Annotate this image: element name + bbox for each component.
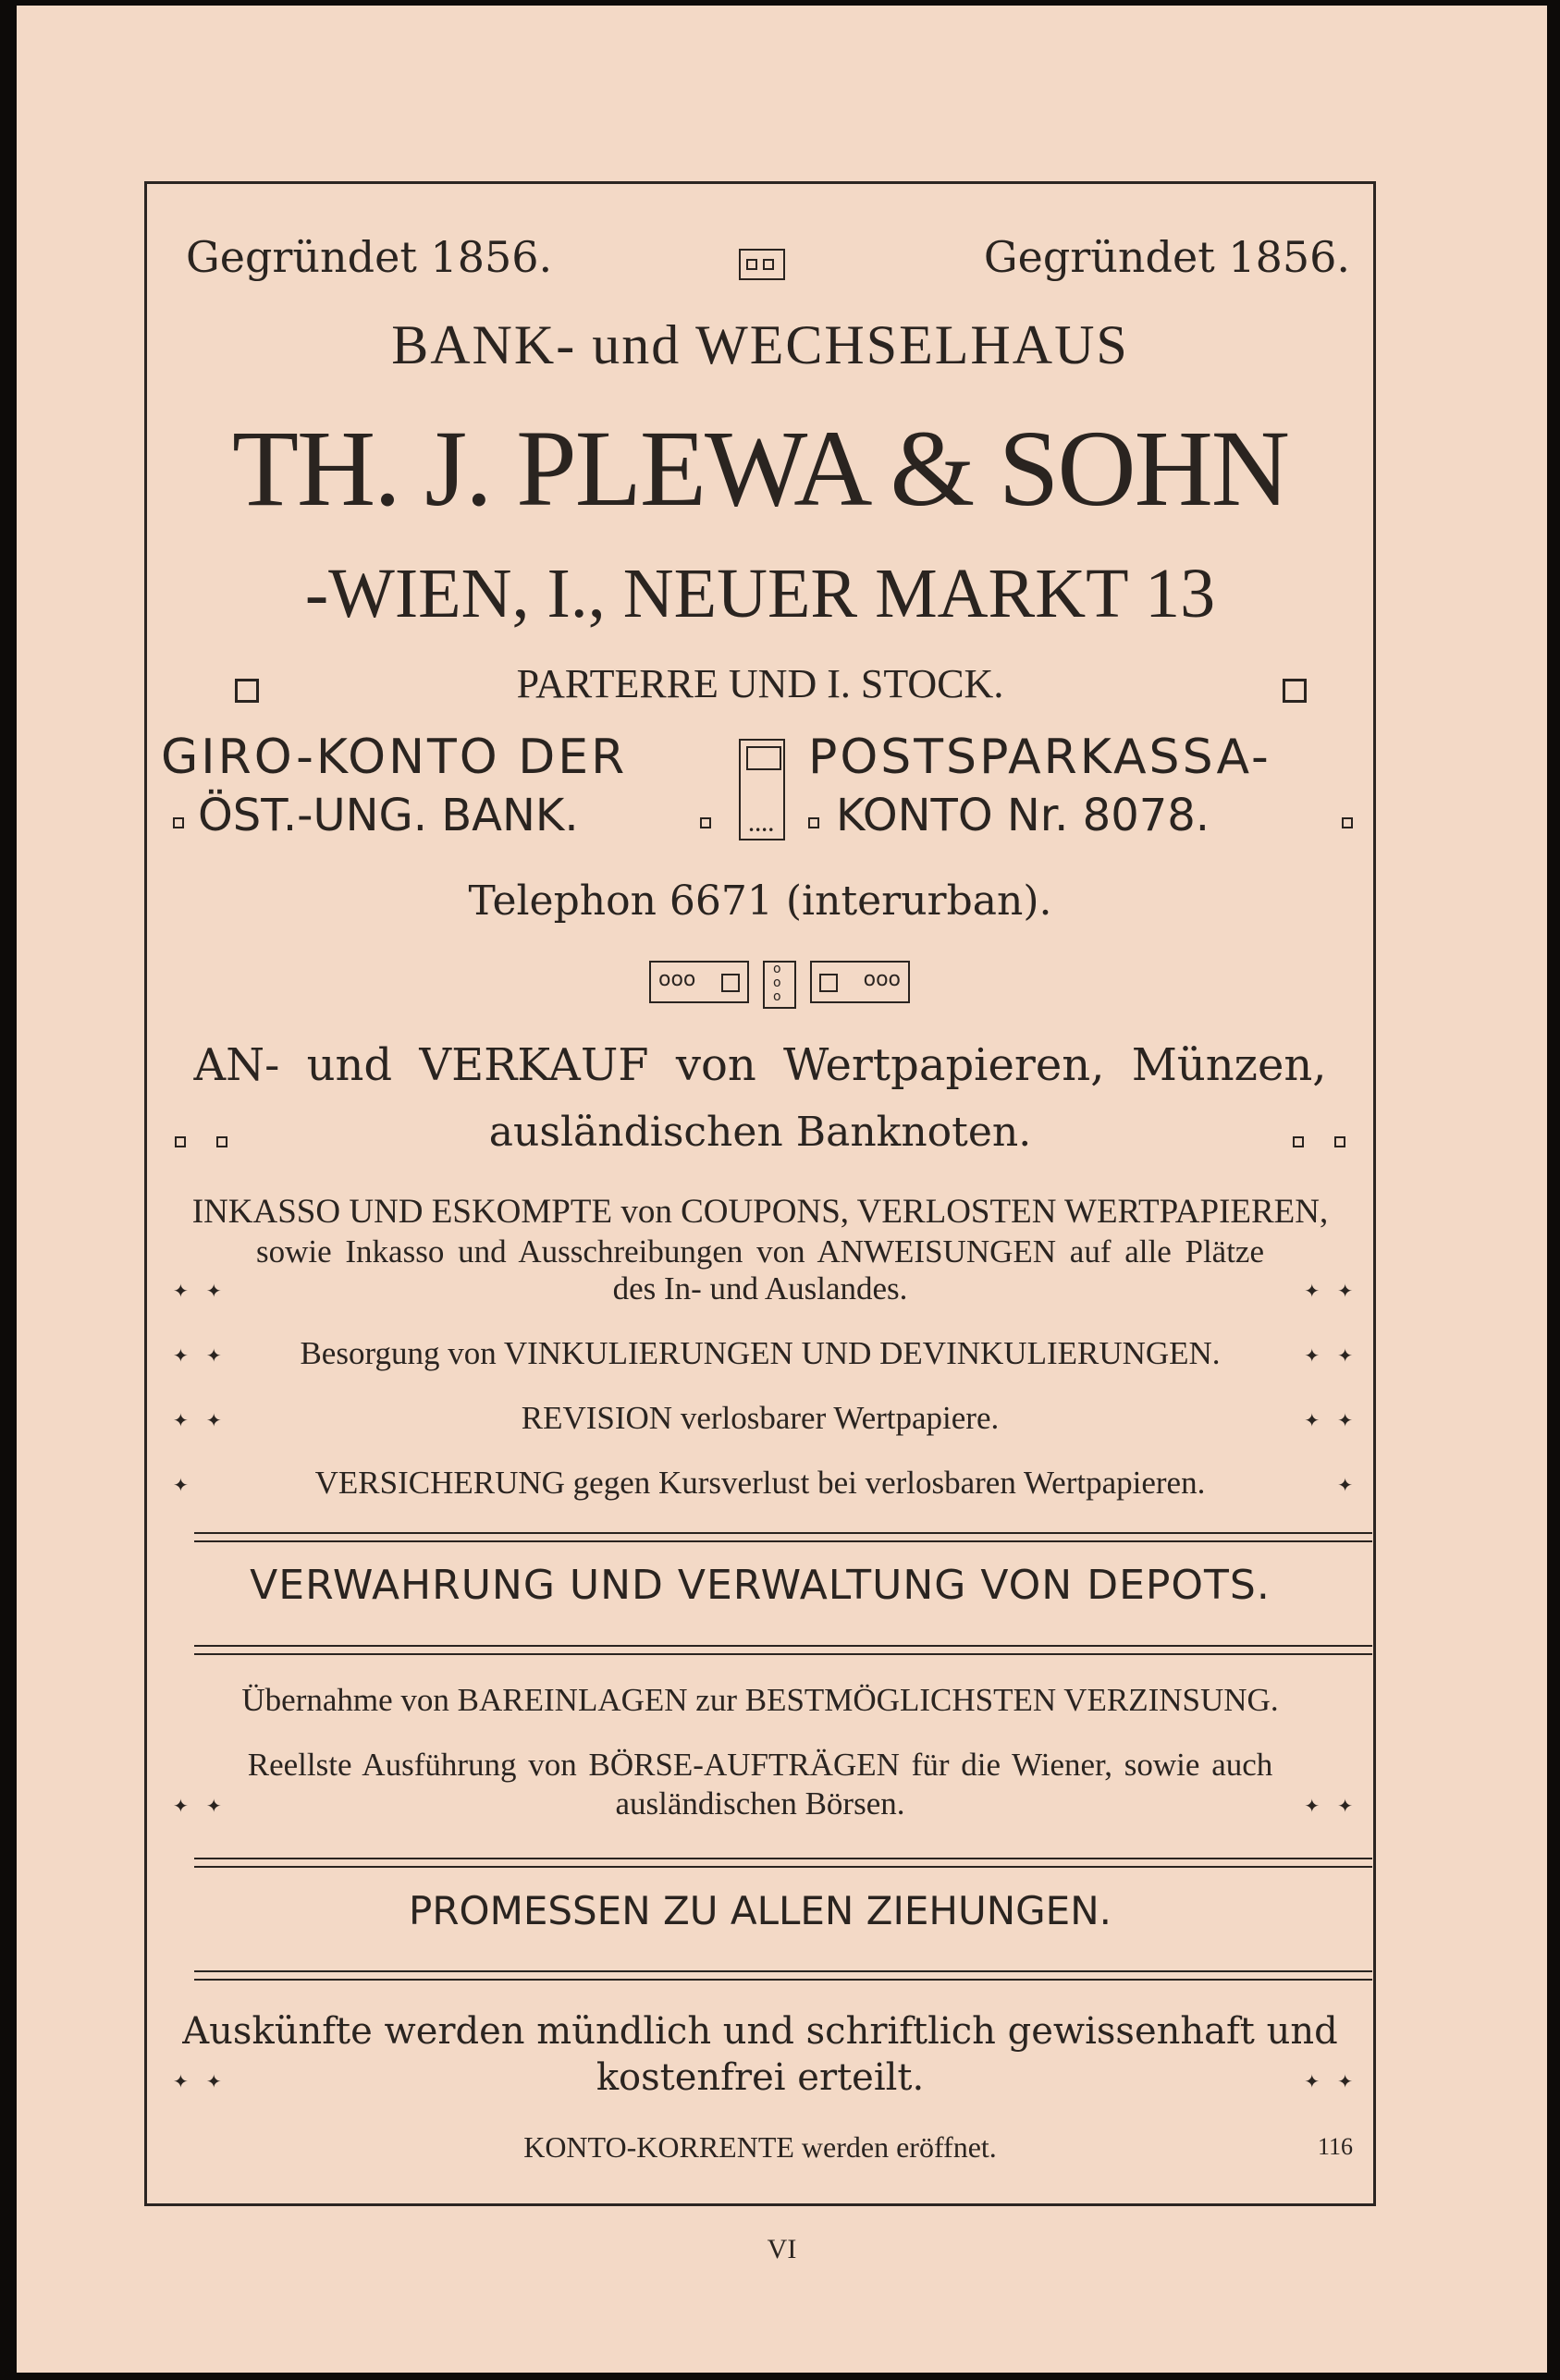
founded-left: Gegründet 1856. — [186, 232, 553, 282]
small-square-icon — [1334, 1136, 1345, 1147]
double-rule — [194, 1858, 1372, 1868]
diamond-icon: ✦ — [1337, 1474, 1353, 1496]
versicherung-line: VERSICHERUNG gegen Kursverlust bei verlosbaren Wertpapieren. — [314, 1465, 1206, 1501]
diamond-icon: ✦ ✦ — [173, 1409, 222, 1431]
giro-konto-label: GIRO-KONTO DER — [161, 730, 628, 785]
diamond-icon: ✦ ✦ — [1304, 1344, 1353, 1367]
boerse-line-2: ausländischen Börsen. — [615, 1785, 905, 1822]
diamond-icon: ✦ — [173, 1474, 189, 1496]
double-rule — [194, 1532, 1372, 1542]
page-number: VI — [767, 2234, 797, 2264]
inkasso-line-1: INKASSO UND ESKOMPTE von COUPONS, VERLOSTEN WERTPAPIEREN, — [191, 1193, 1329, 1231]
business-type: BANK- und WECHSELHAUS — [391, 314, 1129, 375]
floors: PARTERRE UND I. STOCK. — [516, 661, 1004, 706]
paper-page — [17, 6, 1547, 2373]
diamond-icon: ✦ ✦ — [1304, 2070, 1353, 2092]
trade-line-2: ausländischen Banknoten. — [488, 1109, 1032, 1156]
diamond-icon: ✦ ✦ — [173, 1344, 222, 1367]
postsparkassa-label: POSTSPARKASSA- — [808, 730, 1271, 785]
ornament-center-icon: o o o — [763, 961, 796, 1009]
auskunft-line-1: Auskünfte werden mündlich und schriftlich gewissenhaft und — [182, 2010, 1338, 2053]
small-square-icon — [700, 817, 711, 828]
ornament-right-icon: ooo — [810, 961, 910, 1003]
konto-number: KONTO Nr. 8078. — [836, 790, 1210, 841]
founded-right: Gegründet 1856. — [983, 232, 1350, 282]
depots-line: VERWAHRUNG UND VERWALTUNG VON DEPOTS. — [250, 1562, 1271, 1609]
inkasso-line-2: sowie Inkasso und Ausschreibungen von ANWEISUNGEN auf alle Plätze — [255, 1233, 1265, 1270]
ad-number: 116 — [1317, 2133, 1353, 2160]
bareinlagen-line: Übernahme von BAREINLAGEN zur BESTMÖGLICHSTEN VERZINSUNG. — [241, 1682, 1279, 1718]
promessen-line: PROMESSEN ZU ALLEN ZIEHUNGEN. — [409, 1888, 1112, 1933]
konto-korrente-line: KONTO-KORRENTE werden eröffnet. — [523, 2130, 997, 2164]
small-square-icon — [1342, 817, 1353, 828]
square-ornament-icon — [1283, 679, 1307, 703]
auskunft-line-2: kostenfrei erteilt. — [596, 2056, 925, 2099]
address: -WIEN, I., NEUER MARKT 13 — [304, 555, 1216, 632]
boerse-line-1: Reellste Ausführung von BÖRSE-AUFTRÄGEN für die Wiener, sowie auch — [247, 1747, 1273, 1783]
diamond-icon: ✦ ✦ — [1304, 1795, 1353, 1817]
double-rule — [194, 1645, 1372, 1655]
small-square-icon — [1293, 1136, 1304, 1147]
inkasso-line-3: des In- und Auslandes. — [612, 1270, 908, 1307]
double-rule — [194, 1970, 1372, 1981]
small-square-icon — [808, 817, 819, 828]
diamond-icon: ✦ ✦ — [173, 2070, 222, 2092]
revision-line: REVISION verlosbarer Wertpapiere. — [521, 1400, 1000, 1436]
vinkul-line: Besorgung von VINKULIERUNGEN UND DEVINKULIERUNGEN. — [300, 1335, 1221, 1371]
small-square-icon — [173, 817, 184, 828]
diamond-icon: ✦ ✦ — [173, 1795, 222, 1817]
bank-label: ÖST.-UNG. BANK. — [198, 790, 579, 841]
trade-line-1: AN- und VERKAUF von Wertpapieren, Münzen, — [193, 1039, 1327, 1091]
center-column-ornament-icon: •••• — [739, 739, 785, 840]
diamond-icon: ✦ ✦ — [1304, 1409, 1353, 1431]
advertisement-frame — [144, 181, 1376, 2206]
founded-ornament-icon — [739, 249, 785, 280]
diamond-icon: ✦ ✦ — [1304, 1280, 1353, 1302]
diamond-icon: ✦ ✦ — [173, 1280, 222, 1302]
ornament-left-icon: ooo — [649, 961, 749, 1003]
telephone: Telephon 6671 (interurban). — [468, 877, 1052, 925]
firm-name: TH. J. PLEWA & SOHN — [231, 408, 1289, 529]
